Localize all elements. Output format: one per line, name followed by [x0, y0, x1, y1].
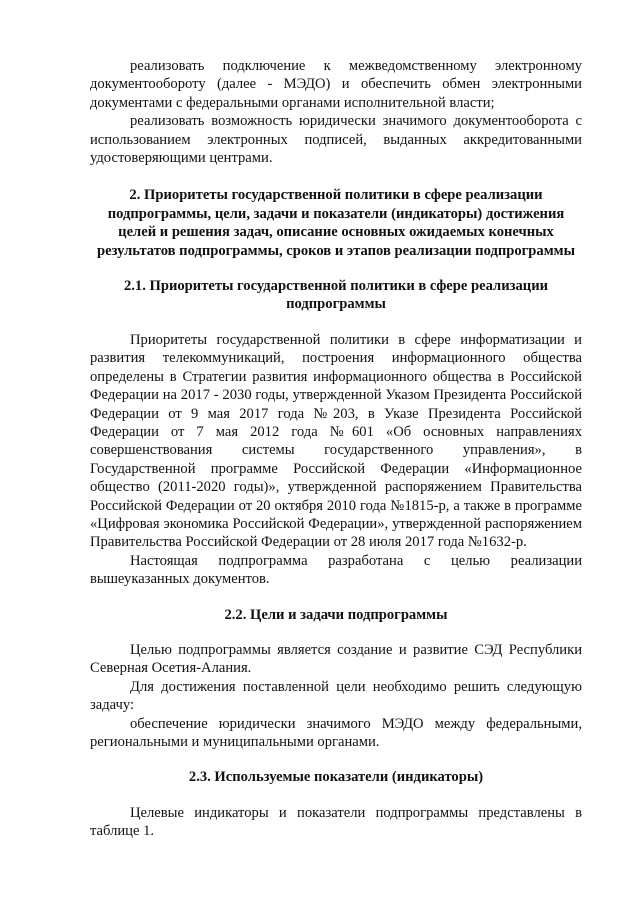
- spacer: [90, 260, 582, 277]
- intro-paragraph-1: реализовать подключение к межведомственному электронному документообороту (далее - МЭДО) и обеспечить обмен электронными документами с федеральными органами исполнительной власти;: [90, 58, 582, 111]
- section-2-2-paragraph-3: обеспечение юридически значимого МЭДО между федеральными, региональными и муниципальными органами.: [90, 715, 582, 750]
- section-2-heading: 2. Приоритеты государственной политики в сфере реализации подпрограммы, цели, задачи и показатели (индикаторы) достижения целей и решения задач, описание основных ожидаемых конечных результатов подпрограммы, сроков и этапов реализации подпрограммы: [97, 187, 575, 259]
- section-2-2-paragraph-2: Для достижения поставленной цели необходимо решить следующую задачу:: [90, 678, 582, 714]
- section-2-1-paragraph-1: Приоритеты государственной политики в сфере информатизации и развития телекоммуникаций, построения информационного общества определены в Стратегии развития информационного общества в Российской Федерации на 2017 - 2030 годы, утвержденной Указом Президента Российской Федерации от 9 мая 2017 года №203, в Указе Президента Российской Федерации от 7 мая 2012 года №601 «Об основных направлениях совершенствования системы государственного управления», в Государственной программе Российской Федерации «Информационное общество (2011-2020 годы)», утвержденной распоряжением Правительства Российской Федерации от 20 октября 2010 года №1815-р, а также в программе «Цифровая экономика Российской Федерации», утвержденной распоряжением Правительства Российской Федерации от 28 июля 2017 года №1632-р.: [90, 331, 582, 551]
- spacer: [90, 167, 582, 186]
- spacer: [90, 624, 582, 641]
- intro-paragraph-2: реализовать возможность юридически значимого документооборота с использованием электронных подписей, выданных аккредитованными удостоверяющими центрами.: [90, 113, 582, 167]
- section-2-2-heading: 2.2. Цели и задачи подпрограммы: [224, 606, 448, 623]
- section-2-3-paragraph-1: Целевые индикаторы и показатели подпрограммы представлены в таблице 1.: [90, 804, 582, 840]
- spacer: [90, 751, 582, 768]
- section-2-1-heading: 2.1. Приоритеты государственной политики в сфере реализации подпрограммы: [123, 278, 549, 313]
- spacer: [90, 589, 582, 606]
- section-2-3-heading: 2.3. Используемые показатели (индикаторы): [188, 769, 484, 786]
- page-content: [90, 57, 582, 841]
- section-2-1-paragraph-2: Настоящая подпрограмма разработана с целью реализации вышеуказанных документов.: [90, 552, 582, 588]
- section-2-2-paragraph-1: Целью подпрограммы является создание и развитие СЭД Республики Северная Осетия-Алания.: [90, 641, 582, 677]
- spacer: [90, 787, 582, 804]
- spacer: [90, 314, 582, 331]
